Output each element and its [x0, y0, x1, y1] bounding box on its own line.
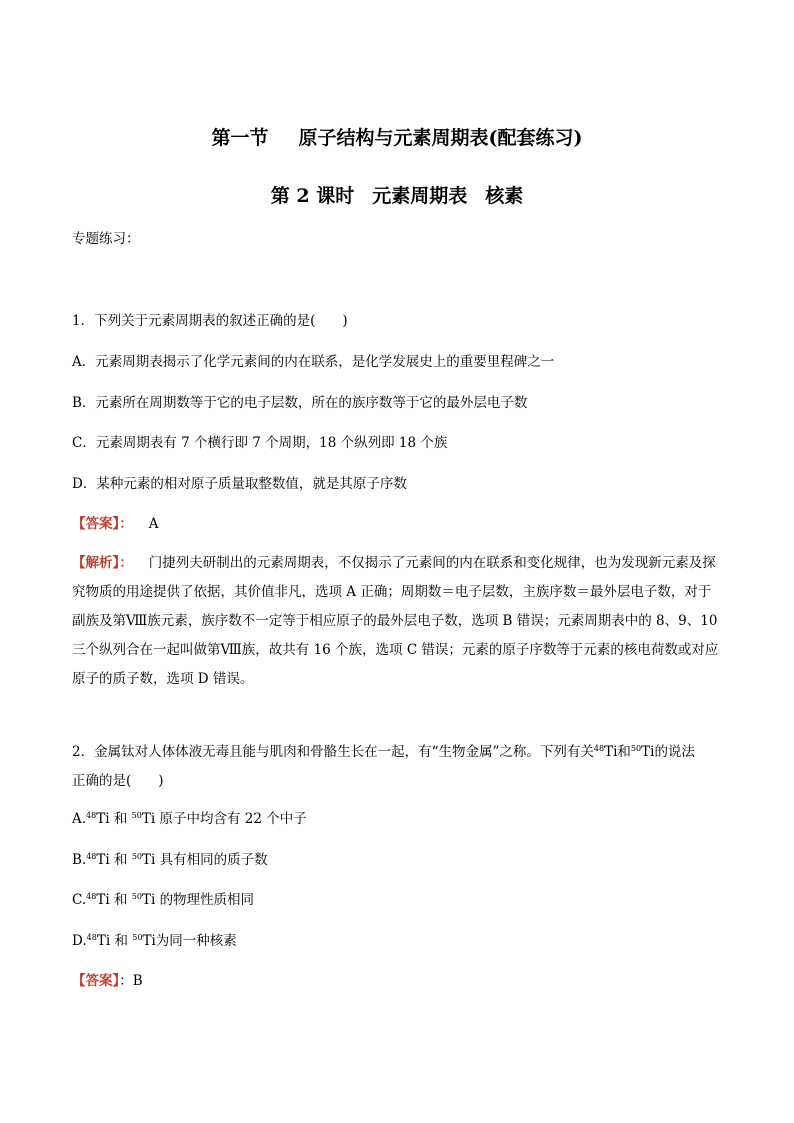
q2-stem: 2．金属钛对人体体液无毒且能与肌肉和骨骼生长在一起，有“生物金属”之称。下列有关$^{48}$Ti和$^{50}$Ti的说法 正确的是( ) — [72, 744, 695, 789]
q2-answer — [72, 971, 143, 991]
q2-option-b: B.$^{48}$Ti 和 $^{50}$Ti 具有相同的质子数 — [72, 852, 268, 868]
analysis-text: 门捷列夫研制出的元素周期表，不仅揭示了元素间的内在联系和变化规律，也为发现新元素及探究物质的用途提供了依据，其价值非凡，选项 A 正确；周期数＝电子层数，主族序数＝最外层电子数，对于副族及第Ⅷ族元素，族序数不一定等于相应原子的最外层电子数，选项 B 错误；元素周期表中的 8、9、10 三个纵列合在一起叫做第Ⅷ族，故共有 16 个族，选项 C 错误；元素的原子序数等于元素的核电荷数或对应原子的质子数，选项 D 错误。 — [72, 555, 719, 687]
q1-answer — [72, 514, 159, 534]
q1-option-d: D．某种元素的相对原子质量取整数值，就是其原子序数 — [72, 476, 407, 492]
q1-option-c: C．元素周期表有 7 个横行即 7 个周期，18 个纵列即 18 个族 — [72, 435, 448, 451]
title-section: 第一节 — [211, 127, 269, 149]
q2-option-d: D.$^{48}$Ti 和 $^{50}$Ti为同一种核素 — [72, 933, 237, 949]
page-title — [0, 123, 794, 150]
answer-value: ：B — [119, 973, 143, 989]
q2-option-c: C.$^{48}$Ti 和 $^{50}$Ti 的物理性质相同 — [72, 892, 255, 908]
analysis-tag: 【解析】： — [72, 555, 133, 571]
answer-tag: 【答案】 — [72, 973, 120, 989]
section-label: 专题练习： — [72, 231, 140, 247]
q2-option-a: A.$^{48}$Ti 和 $^{50}$Ti 原子中均含有 22 个中子 — [72, 811, 307, 827]
subtitle-lesson: 第 2 课时 — [270, 185, 355, 207]
answer-tag: 【答案】： — [72, 516, 133, 532]
subtitle-topic-a: 元素周期表 — [372, 185, 468, 207]
title-topic: 原子结构与元素周期表(配套练习) — [298, 127, 583, 149]
answer-value: A — [148, 516, 159, 532]
subtitle-topic-b: 核素 — [485, 185, 524, 207]
q1-stem: 1．下列关于元素周期表的叙述正确的是( ) — [72, 313, 348, 329]
q1-option-b: B．元素所在周期数等于它的电子层数，所在的族序数等于它的最外层电子数 — [72, 395, 528, 411]
page-subtitle — [0, 181, 794, 208]
q1-analysis — [72, 549, 724, 694]
q1-option-a: A．元素周期表揭示了化学元素间的内在联系，是化学发展史上的重要里程碑之一 — [72, 354, 555, 370]
